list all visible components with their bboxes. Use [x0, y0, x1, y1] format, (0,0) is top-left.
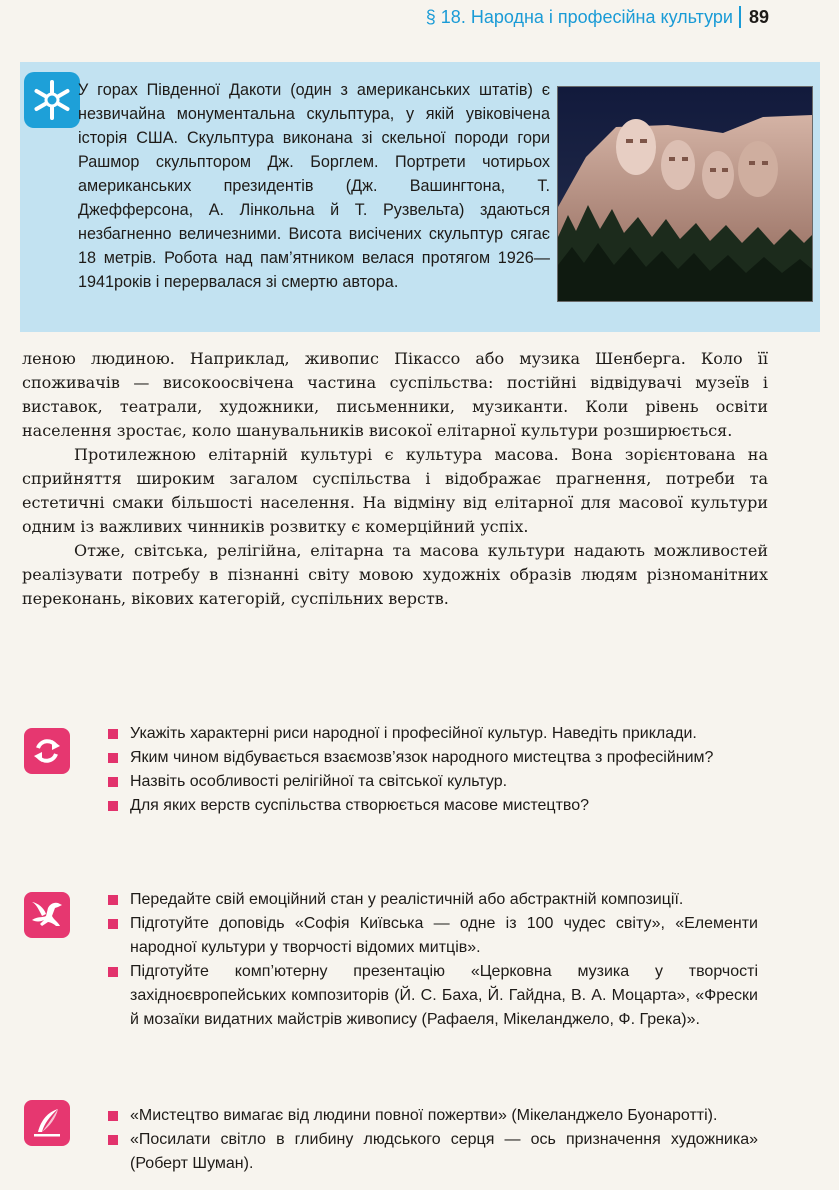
quill-icon: [24, 1100, 70, 1146]
list-item: Підготуйте доповідь «Софія Київська — одне із 100 чудес світу», «Елементи народної культури у творчості відомих митців».: [104, 912, 758, 960]
list-item: Підготуйте комп’ютерну презентацію «Церковна музика у творчості західноєвропейських композиторів (Й. С. Баха, Й. Гайдна, В. А. Моцарта», «Фрески й мозаїки видатних майстрів живопису (Рафаеля, Мікеланджело, Ф. Грека)».: [104, 960, 758, 1032]
paragraph: леною людиною. Наприклад, живопис Пікассо або музика Шенберга. Коло її споживачів — високоосвічена частина суспільства: постійні відвідувачі музеїв і виставок, театрали, художники, письменники, музиканти. Коли рівень освіти населення зростає, коло шанувальників високої елітарної культури розширюється.: [22, 349, 768, 440]
snowflake-icon: [24, 72, 80, 128]
pegasus-icon: [24, 892, 70, 938]
paragraph: Протилежною елітарній культурі є культура масова. Вона зорієнтована на сприйняття широким загалом суспільства і відображає прагнення, потреби та естетичні смаки більшості населення. На відміну від елітарної для масової культури одним із важливих чинників розвитку є комерційний успіх.: [22, 445, 768, 536]
refresh-icon: [24, 728, 70, 774]
main-text: [22, 347, 768, 611]
header-divider: [739, 6, 741, 28]
list-item: Передайте свій емоційний стан у реалістичній або абстрактній композиції.: [104, 888, 758, 912]
running-header: [426, 6, 769, 28]
mount-rushmore-photo: [557, 86, 813, 302]
section-title: § 18. Народна і професійна культури: [425, 6, 733, 27]
paragraph: Отже, світська, релігійна, елітарна та масова культури надають можливостей реалізувати потребу в пізнанні світу мовою художніх образів людям різноманітних переконань, вікових категорій, суспільних верств.: [22, 541, 768, 608]
list-item: «Мистецтво вимагає від людини повної пожертви» (Мікеланджело Буонаротті).: [104, 1104, 758, 1128]
list-item: «Посилати світло в глибину людського серця — ось призначення художника» (Роберт Шуман).: [104, 1128, 758, 1176]
list-item: Назвіть особливості релігійної та світської культур.: [104, 770, 758, 794]
list-item: Укажіть характерні риси народної і професійної культур. Наведіть приклади.: [104, 722, 758, 746]
fact-text: У горах Південної Дакоти (один з американських штатів) є незвичайна монументальна скульптура, у якій увіковічена історія США. Скульптура виконана зі скельної породи гори Рашмор скульптором Дж. Борглем. Портрети чотирьох американських президентів (Дж. Вашингтона, Т. Джефферсона, А. Лінкольна й Т. Рузвельта) здаються незбагненно величезними. Висота висічених скульптур сягає 18 метрів. Робота над пам’ятником велася протягом 1926—1941років і перервалася зі смертю автора.: [78, 81, 550, 291]
creative-tasks-list: [104, 888, 758, 1032]
list-item: Яким чином відбувається взаємозв’язок народного мистецтва з професійним?: [104, 746, 758, 770]
questions-list: [104, 722, 758, 818]
page-number: 89: [748, 6, 769, 27]
list-item: Для яких верств суспільства створюється масове мистецтво?: [104, 794, 758, 818]
fact-box: [20, 62, 820, 332]
quotes-list: [104, 1104, 758, 1176]
